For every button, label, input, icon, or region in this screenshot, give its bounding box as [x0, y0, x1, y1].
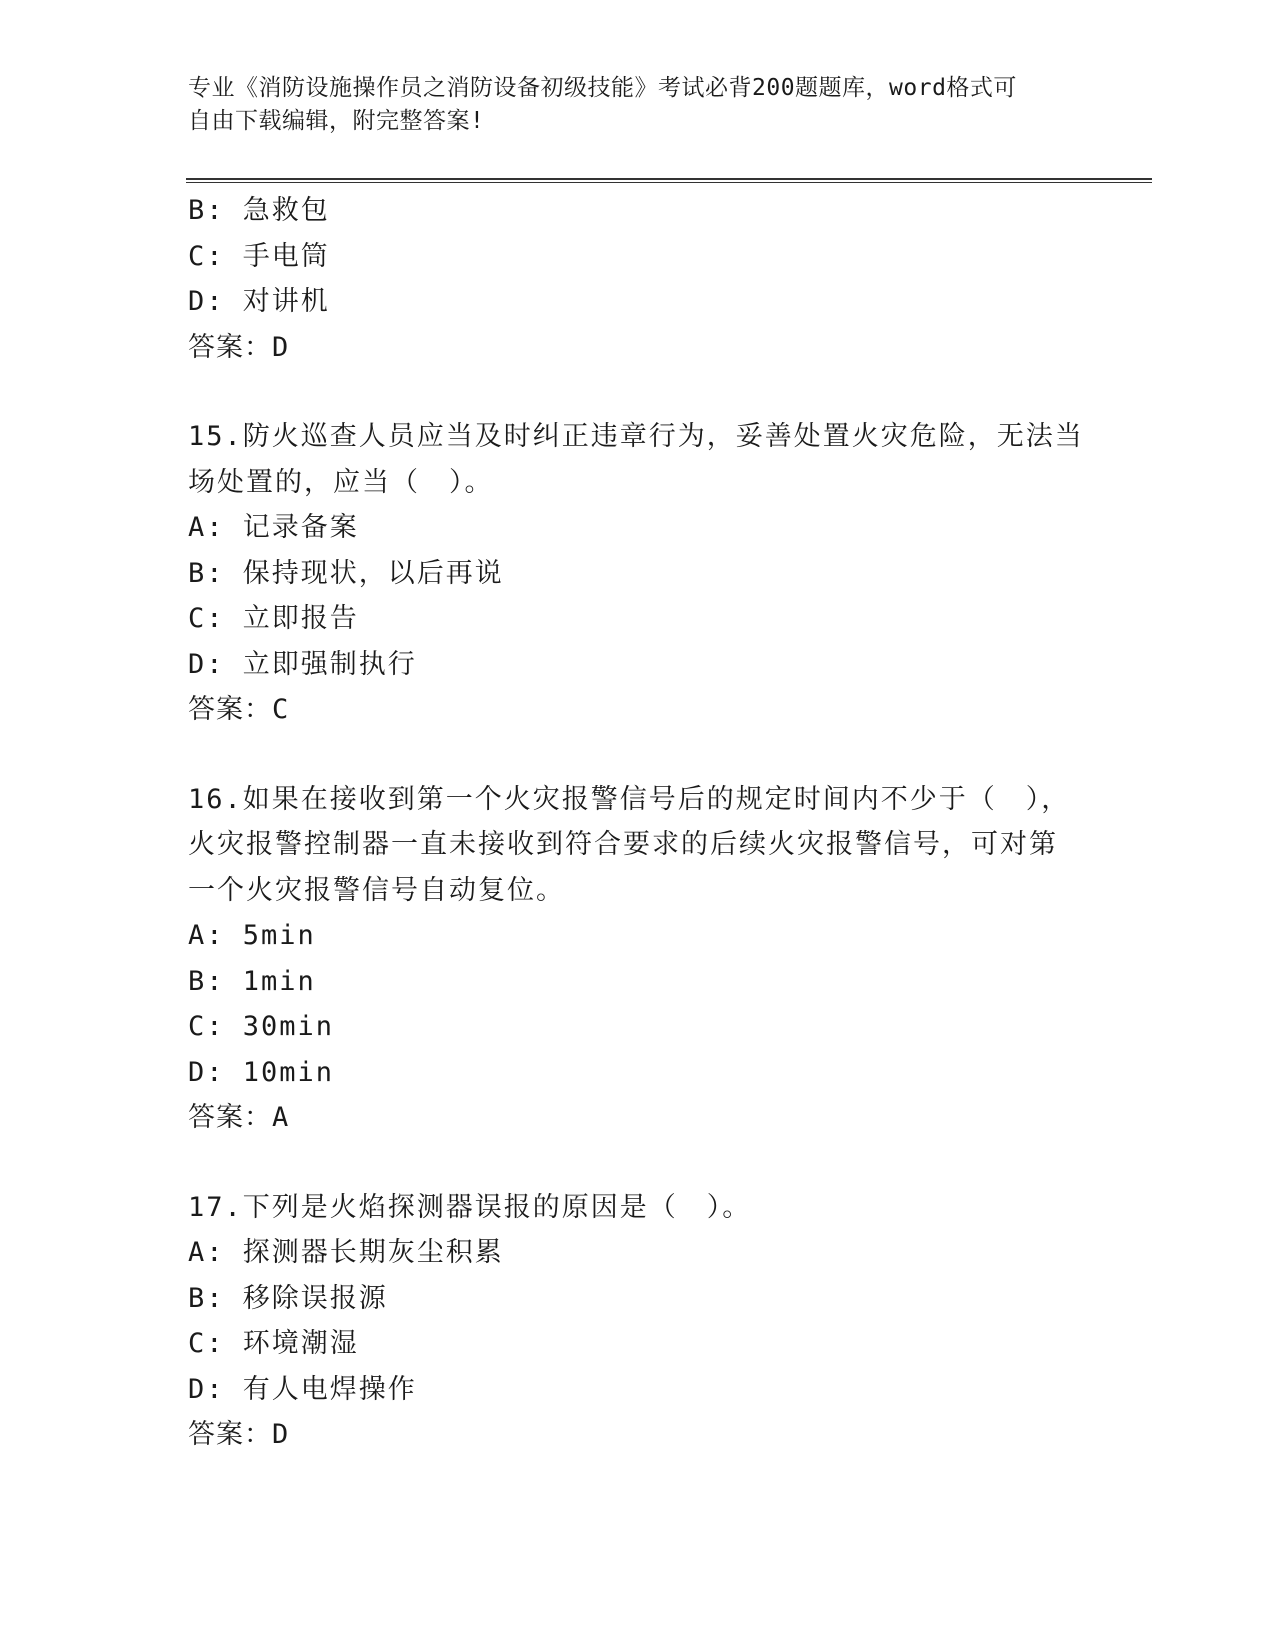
answer-line: 答案：A — [188, 1102, 290, 1133]
option-d: D: 10min — [188, 1056, 335, 1088]
question-text: 一个火灾报警信号自动复位。 — [188, 874, 565, 906]
answer-line: 答案：D — [188, 1419, 290, 1450]
question-text: 16.如果在接收到第一个火灾报警信号后的规定时间内不少于（ ）， — [188, 783, 1071, 815]
question-text: 15.防火巡查人员应当及时纠正违章行为，妥善处置火灾危险，无法当 — [188, 421, 1084, 452]
option-a: A: 探测器长期灰尘积累 — [188, 1237, 504, 1268]
answer-line: 答案：D — [188, 331, 290, 363]
option-b: B: 保持现状，以后再说 — [188, 557, 504, 589]
header-line: 自由下载编辑，附完整答案! — [188, 108, 485, 134]
option-a: A: 5min — [188, 920, 316, 951]
option-a: A: 记录备案 — [188, 512, 359, 543]
header-line: 专业《消防设施操作员之消防设备初级技能》考试必背200题题库，word格式可 — [188, 75, 1017, 101]
option-c: C: 立即报告 — [188, 603, 359, 634]
option-d: D: 立即强制执行 — [188, 648, 417, 680]
question-text: 火灾报警控制器一直未接收到符合要求的后续火灾报警信号，可对第 — [188, 829, 1058, 860]
option-d: D: 有人电焊操作 — [188, 1373, 417, 1405]
option-d: D: 对讲机 — [188, 286, 330, 317]
header-divider — [186, 178, 1152, 183]
page-header — [188, 72, 1068, 138]
answer-line: 答案：C — [188, 694, 290, 725]
option-c: C: 30min — [188, 1011, 335, 1042]
option-c: C: 环境潮湿 — [188, 1328, 359, 1359]
question-16 — [188, 777, 1088, 1141]
question-block-continued — [188, 188, 1088, 370]
question-text: 17.下列是火焰探测器误报的原因是（ ）。 — [188, 1191, 752, 1223]
question-15 — [188, 414, 1088, 733]
question-content — [188, 188, 1088, 1458]
option-b: B: 急救包 — [188, 195, 330, 226]
option-b: B: 1min — [188, 965, 316, 997]
option-b: B: 移除误报源 — [188, 1282, 388, 1314]
option-c: C: 手电筒 — [188, 240, 330, 272]
question-text: 场处置的，应当（ ）。 — [188, 466, 494, 498]
question-17 — [188, 1185, 1088, 1458]
